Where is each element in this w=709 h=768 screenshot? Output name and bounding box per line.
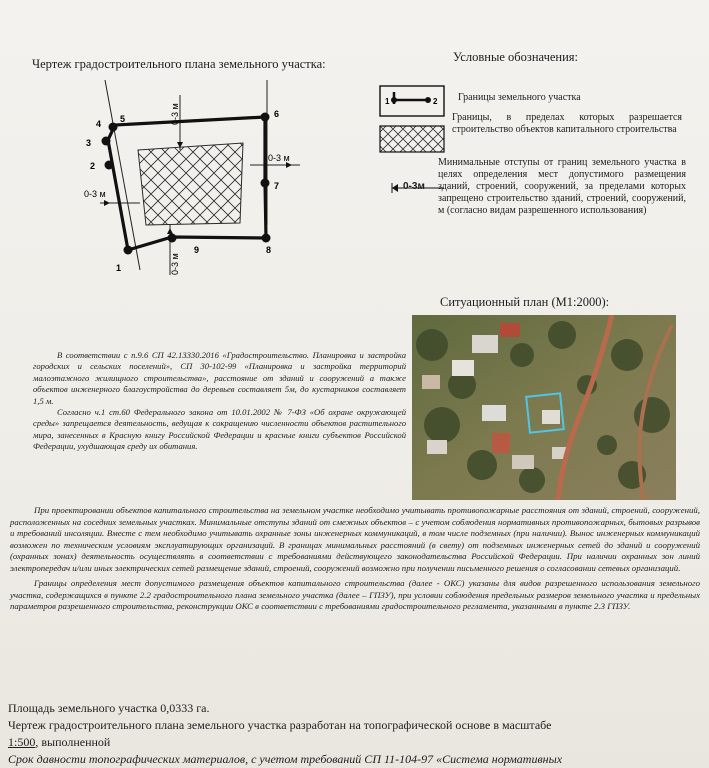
point-label-3: 3 xyxy=(86,138,92,148)
setback-label-top: 0-3 м xyxy=(170,103,180,125)
legend-title: Условные обозначения: xyxy=(453,50,579,64)
norms-section xyxy=(33,350,406,453)
legend-building-zone-text: Границы, в пределах которых разрешается строительство объектов капитального строительства xyxy=(452,112,682,135)
area-line: Площадь земельного участка 0,0333 га. xyxy=(8,701,210,715)
main-text-section xyxy=(10,505,700,613)
performed-text: , выполненной xyxy=(35,735,111,749)
setback-label-right: 0-3 м xyxy=(268,153,290,163)
scale-value: 1:500 xyxy=(8,735,36,749)
point-label-6: 6 xyxy=(274,109,280,119)
plot-drawing xyxy=(60,75,350,290)
norms-paragraph-2: Согласно ч.1 ст.60 Федерального закона от 10.01.2002 № 7-ФЗ «Об охране окружающей среды» запрещается деятельность, ведущая к сокращению численности объектов растительного мира, занесенных в Красную книгу Российской Федерации и красные книги субъектов Российской Федерации, ухудшающая среду их обитания. xyxy=(33,407,406,452)
main-paragraph-2: Границы определения мест допустимого размещения объектов капитального строительства (далее - ОКС) указаны для видов разрешенного использования земельного участка, содержащихся в пункте 2.2 градостроительного плана земельного участка (далее – ГПЗУ), при условии соблюдения предельных размеров земельного участка и предельных параметров разрешенного строительства, реконструкции ОКС в соответствии с требованиями градостроительного регламента, указанными в пункте 2.3 ГПЗУ. xyxy=(10,578,700,611)
main-paragraph-1: При проектировании объектов капитального строительства на земельном участке необходимо учитывать противопожарные расстояния от зданий, строений, сооружений, расположенных на соседних земельных участках. Минимальные отступы зданий от смежных объектов – с учетом соблюдения нормативных противопожарных, бытовых разрывов и требований инсоляции. Вместе с тем необходимо учитывать охранные зоны инженерных коммуникаций, в том числе подземных (при наличии). Вынос инженерных коммуникаций возможен по техническим условиям эксплуатирующих организаций. В границах минимальных расстояний (в свету) от подземных инженерных сетей до зданий и сооружений (охранных зонах) деятельность осуществлять в соответствии с требованиями действующего законодательства Российской Федерации. При наличии охранных зон линий электропередач и/или иных электрических сетей размещение зданий, строений, сооружений возможно при получении письменного решения о согласовании сетевых организаций. xyxy=(10,505,700,573)
drawing-title: Чертеж градостроительного плана земельного участка: xyxy=(32,57,326,71)
situation-plan-title: Ситуационный план (М1:2000): xyxy=(440,295,610,309)
point-label-5: 5 xyxy=(120,114,126,124)
point-label-9: 9 xyxy=(194,245,200,255)
legend-building-zone-box xyxy=(380,126,444,152)
situation-aerial-image xyxy=(412,315,676,500)
norms-paragraph-1: В соответствии с п.9.6 СП 42.13330.2016 «Градостроительство. Планировка и застройка городских и сельских поселений», СП 30-102-99 «Планировка и застройка территорий малоэтажного жилищного строительства», расстояние от зданий и сооружений а также объектов инженерного благоустройства до деревьев составляет 5м, до кустарников составляет 1,5 м. xyxy=(33,350,406,406)
legend-setback-label: 0-3м xyxy=(403,181,425,192)
basis-line: Чертеж градостроительного плана земельного участка разработан на топографической основе в масштабе xyxy=(8,718,552,732)
legend-point-1: 1 xyxy=(385,97,390,106)
building-zone-hatched xyxy=(138,143,243,225)
point-label-2: 2 xyxy=(90,161,96,171)
legend-boundary-text: Границы земельного участка xyxy=(458,92,581,103)
setback-label-bottom: 0-3 м xyxy=(170,253,180,275)
point-label-1: 1 xyxy=(116,263,122,273)
point-label-8: 8 xyxy=(266,245,272,255)
legend-point-2: 2 xyxy=(433,97,438,106)
point-label-4: 4 xyxy=(96,119,102,129)
term-line: Срок давности топографических материалов, с учетом требований СП 11-104-97 «Система нормативных xyxy=(8,752,563,766)
footer-section xyxy=(8,700,698,768)
setback-label-left: 0-3 м xyxy=(84,189,106,199)
legend-setback-text: Минимальные отступы от границ земельного участка в целях определения мест допустимого размещения зданий, строений, сооружений, за пределами которых запрещено строительство зданий, строений, сооружений, м (согласно видам разрешенного использования) xyxy=(438,157,686,216)
scale-line xyxy=(8,734,698,751)
point-label-7: 7 xyxy=(274,181,280,191)
setback-line-left xyxy=(105,80,140,270)
